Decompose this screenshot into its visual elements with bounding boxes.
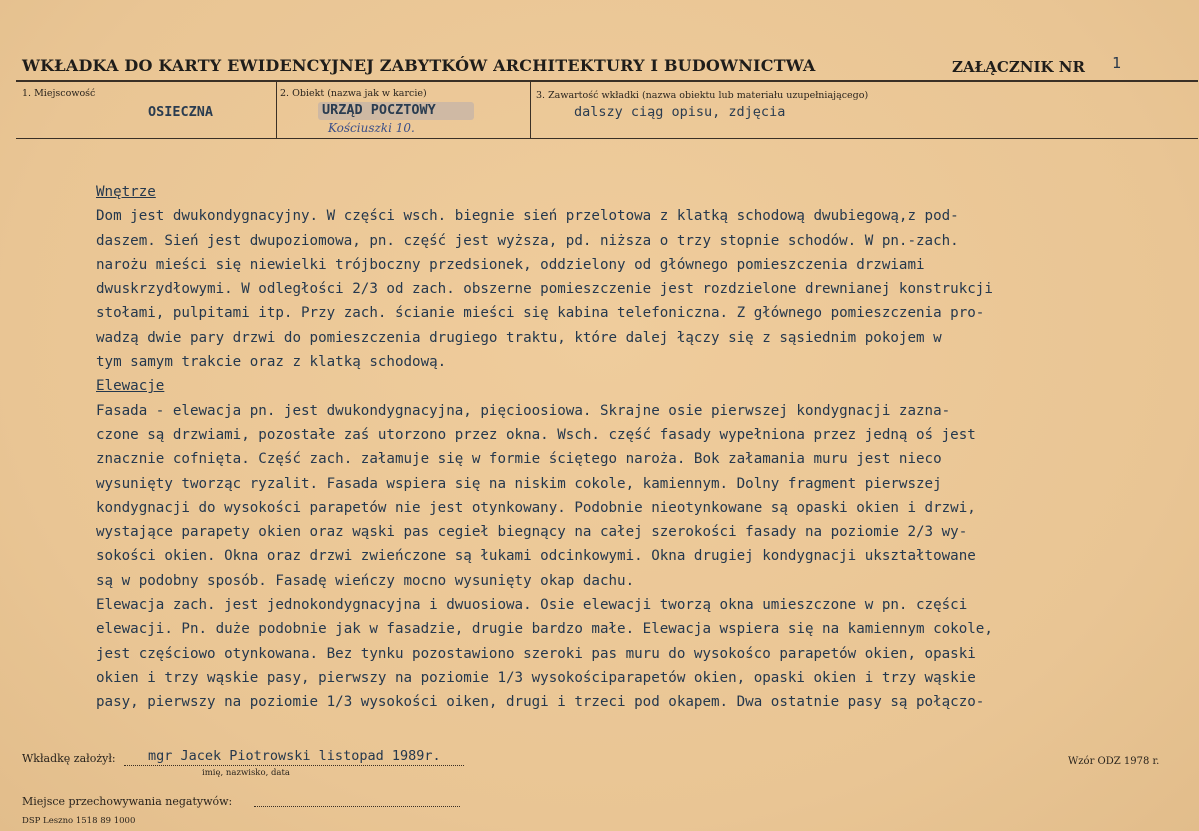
body-line: dwuskrzydłowymi. W odległości 2/3 od zach. obszerne pomieszczenie jest rozdzielone drewnianej konstrukcji bbox=[96, 281, 993, 298]
body-line: wystające parapety okien oraz wąski pas cegieł biegnący na całej szerokości fasady na poziomie 2/3 wy- bbox=[96, 524, 968, 541]
body-line: daszem. Sień jest dwupoziomowa, pn. część jest wyższa, pd. niższa o trzy stopnie schodów. W pn.-zach. bbox=[96, 232, 959, 249]
body-line: wysunięty tworząc ryzalit. Fasada wspiera się na niskim cokole, kamiennym. Dolny fragment pierwszej bbox=[96, 475, 942, 492]
inserted-by-line bbox=[124, 765, 464, 766]
content-label: 3. Zawartość wkładki (nazwa obiektu lub materiału uzupełniającego) bbox=[536, 90, 869, 101]
form-title: WKŁADKA DO KARTY EWIDENCYJNEJ ZABYTKÓW ARCHITEKTURY I BUDOWNICTWA bbox=[22, 56, 816, 75]
object-value: URZĄD POCZTOWY bbox=[322, 102, 436, 118]
body-line: tym samym trakcie oraz z klatką schodową. bbox=[96, 354, 447, 371]
place-label: 1. Miejscowość bbox=[22, 88, 96, 99]
content-value: dalszy ciąg opisu, zdjęcia bbox=[574, 104, 786, 120]
annex-label: ZAŁĄCZNIK NR bbox=[952, 58, 1085, 76]
body-line: wadzą dwie pary drzwi do pomieszczenia drugiego traktu, które dalej łączy się z sąsiednim pokojem w bbox=[96, 329, 942, 346]
section-heading: Wnętrze bbox=[96, 184, 156, 200]
field-divider-1 bbox=[276, 82, 277, 138]
body-line: Elewacja zach. jest jednokondygnacyjna i dwuosiowa. Osie elewacji tworzą okna umieszczone w pn. części bbox=[96, 597, 968, 614]
inserted-by-caption: imię, nazwisko, data bbox=[202, 768, 290, 778]
fields-bottom-rule bbox=[16, 138, 1198, 139]
negatives-line bbox=[254, 806, 460, 807]
form-code: Wzór ODZ 1978 r. bbox=[1068, 756, 1160, 767]
place-value: OSIECZNA bbox=[148, 104, 214, 120]
inserted-by-label: Wkładkę założył: bbox=[22, 752, 116, 765]
negatives-label: Miejsce przechowywania negatywów: bbox=[22, 795, 233, 808]
body-line: czone są drzwiami, pozostałe zaś utorzono przez okna. Wsch. część fasady wypełniona przez jedną oś jest bbox=[96, 426, 976, 443]
body-line: sokości okien. Okna oraz drzwi zwieńczone są łukami odcinkowymi. Okna drugiej kondygnacji ukształtowane bbox=[96, 548, 976, 565]
object-label: 2. Obiekt (nazwa jak w karcie) bbox=[280, 88, 427, 99]
body-line: stołami, pulpitami itp. Przy zach. ścianie mieści się kabina telefoniczna. Z głównego pomieszczenia pro- bbox=[96, 305, 985, 322]
body-line: elewacji. Pn. duże podobnie jak w fasadzie, drugie bardzo małe. Elewacja wspiera się na kamiennym cokole, bbox=[96, 621, 993, 638]
object-handwritten-note: Kościuszki 10. bbox=[328, 121, 415, 135]
body-line: znacznie cofnięta. Część zach. załamuje się w formie ściętego naroża. Bok załamania muru jest nieco bbox=[96, 451, 942, 468]
body-line: jest częściowo otynkowana. Bez tynku pozostawiono szeroki pas muru do wysokośco parapetów okien, opaski bbox=[96, 645, 976, 662]
body-line: narożu mieści się niewielki trójboczny przedsionek, oddzielony od głównego pomieszczenia drzwiami bbox=[96, 256, 925, 273]
body-line: Fasada - elewacja pn. jest dwukondygnacyjna, pięcioosiowa. Skrajne osie pierwszej kondygnacji zazna- bbox=[96, 402, 951, 419]
annex-number: 1 bbox=[1112, 54, 1122, 72]
body-line: pasy, pierwszy na poziomie 1/3 wysokości oiken, drugi i trzeci pod okapem. Dwa ostatnie pasy są połączo- bbox=[96, 694, 985, 711]
body-line: kondygnacji do wysokości parapetów nie jest otynkowany. Podobnie nieotynkowane są opaski okien i drzwi, bbox=[96, 499, 976, 516]
section-heading: Elewacje bbox=[96, 378, 165, 395]
header-rule bbox=[16, 80, 1198, 82]
description-body bbox=[96, 180, 1176, 715]
field-divider-2 bbox=[530, 82, 531, 138]
body-line: Dom jest dwukondygnacyjny. W części wsch. biegnie sień przelotowa z klatką schodową dwubiegową,z pod- bbox=[96, 208, 959, 225]
inserted-by-value: mgr Jacek Piotrowski listopad 1989r. bbox=[148, 748, 441, 764]
body-line: okien i trzy wąskie pasy, pierwszy na poziomie 1/3 wysokościparapetów okien, opaski okien i trzy wąskie bbox=[96, 669, 976, 686]
body-line: są w podobny sposób. Fasadę wieńczy mocno wysunięty okap dachu. bbox=[96, 572, 635, 589]
printer-info: DSP Leszno 1518 89 1000 bbox=[22, 816, 136, 826]
